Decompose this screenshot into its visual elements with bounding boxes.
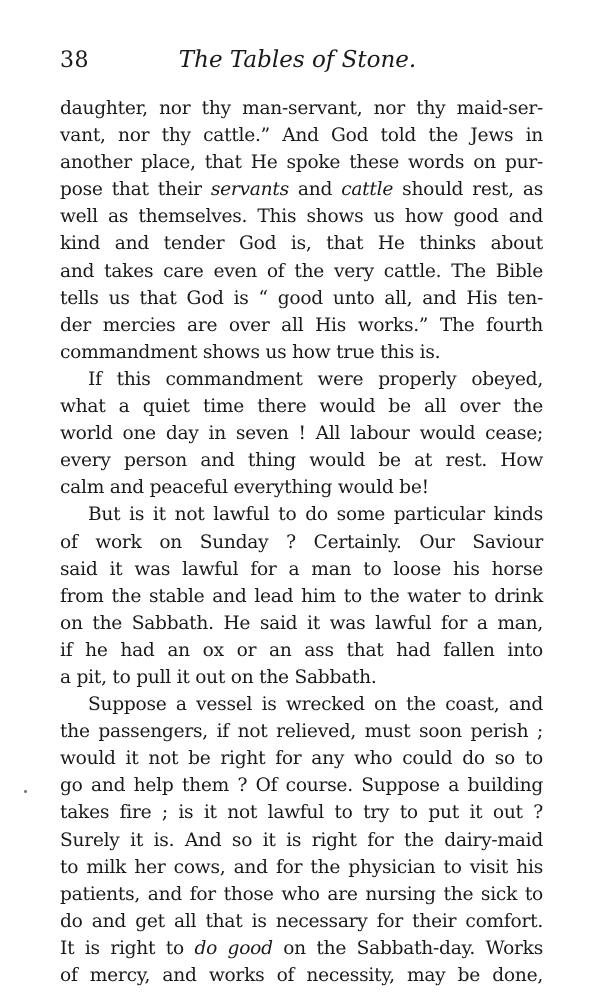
paper-speck (24, 790, 27, 793)
text-line (60, 854, 543, 881)
text-line (60, 610, 543, 637)
text-line (60, 881, 543, 908)
text-line (60, 149, 543, 176)
text-segment: der mercies are over all His works.” The fourth (60, 314, 543, 336)
text-line (60, 312, 543, 339)
italic-text: cattle (341, 179, 394, 201)
text-line (60, 501, 543, 528)
text-line (60, 176, 543, 203)
text-line (60, 366, 543, 393)
text-line (60, 393, 543, 420)
page-number: 38 (60, 48, 89, 73)
text-line (60, 339, 543, 366)
text-line (60, 908, 543, 935)
text-segment: to milk her cows, and for the physician to visit his (60, 856, 543, 878)
text-segment: calm and peaceful everything would be! (60, 477, 429, 499)
book-page (60, 46, 543, 989)
text-segment: kind and tender God is, that He thinks about (60, 233, 543, 255)
text-line (60, 637, 543, 664)
text-segment: pose that their (60, 179, 211, 201)
text-segment: commandment shows us how true this is. (60, 341, 441, 363)
text-segment: takes fire ; is it not lawful to try to put it out ? (60, 802, 543, 824)
text-line (60, 556, 543, 583)
text-segment: patients, and for those who are nursing the sick to (60, 883, 543, 905)
text-segment: But is it not lawful to do some particular kinds (88, 504, 543, 526)
text-line (60, 664, 543, 691)
italic-text: do good (194, 937, 273, 959)
text-segment: every person and thing would be at rest. How (60, 450, 543, 472)
text-segment: would it not be right for any who could do so to (60, 748, 543, 770)
text-segment: do and get all that is necessary for their comfort. (60, 910, 543, 932)
text-segment: vant, nor thy cattle.” And God told the Jews in (60, 125, 543, 147)
text-line (60, 962, 543, 989)
text-segment: another place, that He spoke these words on pur- (60, 152, 543, 174)
text-segment: Surely it is. And so it is right for the dairy-maid (60, 829, 543, 851)
text-segment: world one day in seven ! All labour would cease; (60, 423, 543, 445)
body-text (60, 95, 543, 989)
text-segment: of mercy, and works of necessity, may be done, (60, 965, 543, 986)
text-segment: If this commandment were properly obeyed, (88, 368, 543, 390)
text-line (60, 420, 543, 447)
running-head: The Tables of Stone. (178, 47, 417, 73)
text-line (60, 935, 543, 962)
text-segment: a pit, to pull it out on the Sabbath. (60, 666, 377, 688)
text-line (60, 230, 543, 257)
text-segment: go and help them ? Of course. Suppose a building (60, 775, 543, 797)
text-segment: of work on Sunday ? Certainly. Our Saviour (60, 531, 543, 553)
text-segment: and takes care even of the very cattle. The Bible (60, 260, 543, 282)
text-segment: on the Sabbath. He said it was lawful for a man, (60, 612, 543, 634)
text-line (60, 258, 543, 285)
text-line (60, 474, 543, 501)
text-line (60, 745, 543, 772)
text-line (60, 95, 543, 122)
text-segment: the passengers, if not relieved, must soon perish ; (60, 721, 543, 743)
text-segment: if he had an ox or an ass that had fallen into (60, 639, 543, 661)
text-line (60, 718, 543, 745)
text-segment: on the Sabbath-day. Works (272, 937, 543, 959)
text-line (60, 691, 543, 718)
text-segment: well as themselves. This shows us how good and (60, 206, 543, 228)
text-line (60, 203, 543, 230)
page-header (60, 46, 540, 82)
text-segment: It is right to (60, 937, 195, 959)
text-segment: from the stable and lead him to the water to drink (60, 585, 543, 607)
text-segment: tells us that God is “ good unto all, and His ten- (60, 287, 543, 309)
text-segment: and (288, 179, 342, 201)
text-line (60, 285, 543, 312)
text-segment: daughter, nor thy man-servant, nor thy maid-ser- (60, 98, 543, 119)
text-segment: said it was lawful for a man to loose his horse (60, 558, 543, 580)
text-segment: Suppose a vessel is wrecked on the coast, and (88, 694, 543, 716)
text-line (60, 583, 543, 610)
text-segment: what a quiet time there would be all over the (60, 396, 543, 418)
text-line (60, 827, 543, 854)
text-line (60, 772, 543, 799)
text-segment: should rest, as (393, 179, 543, 201)
text-line (60, 122, 543, 149)
text-line (60, 447, 543, 474)
italic-text: servants (210, 179, 289, 201)
text-line (60, 799, 543, 826)
text-line (60, 529, 543, 556)
